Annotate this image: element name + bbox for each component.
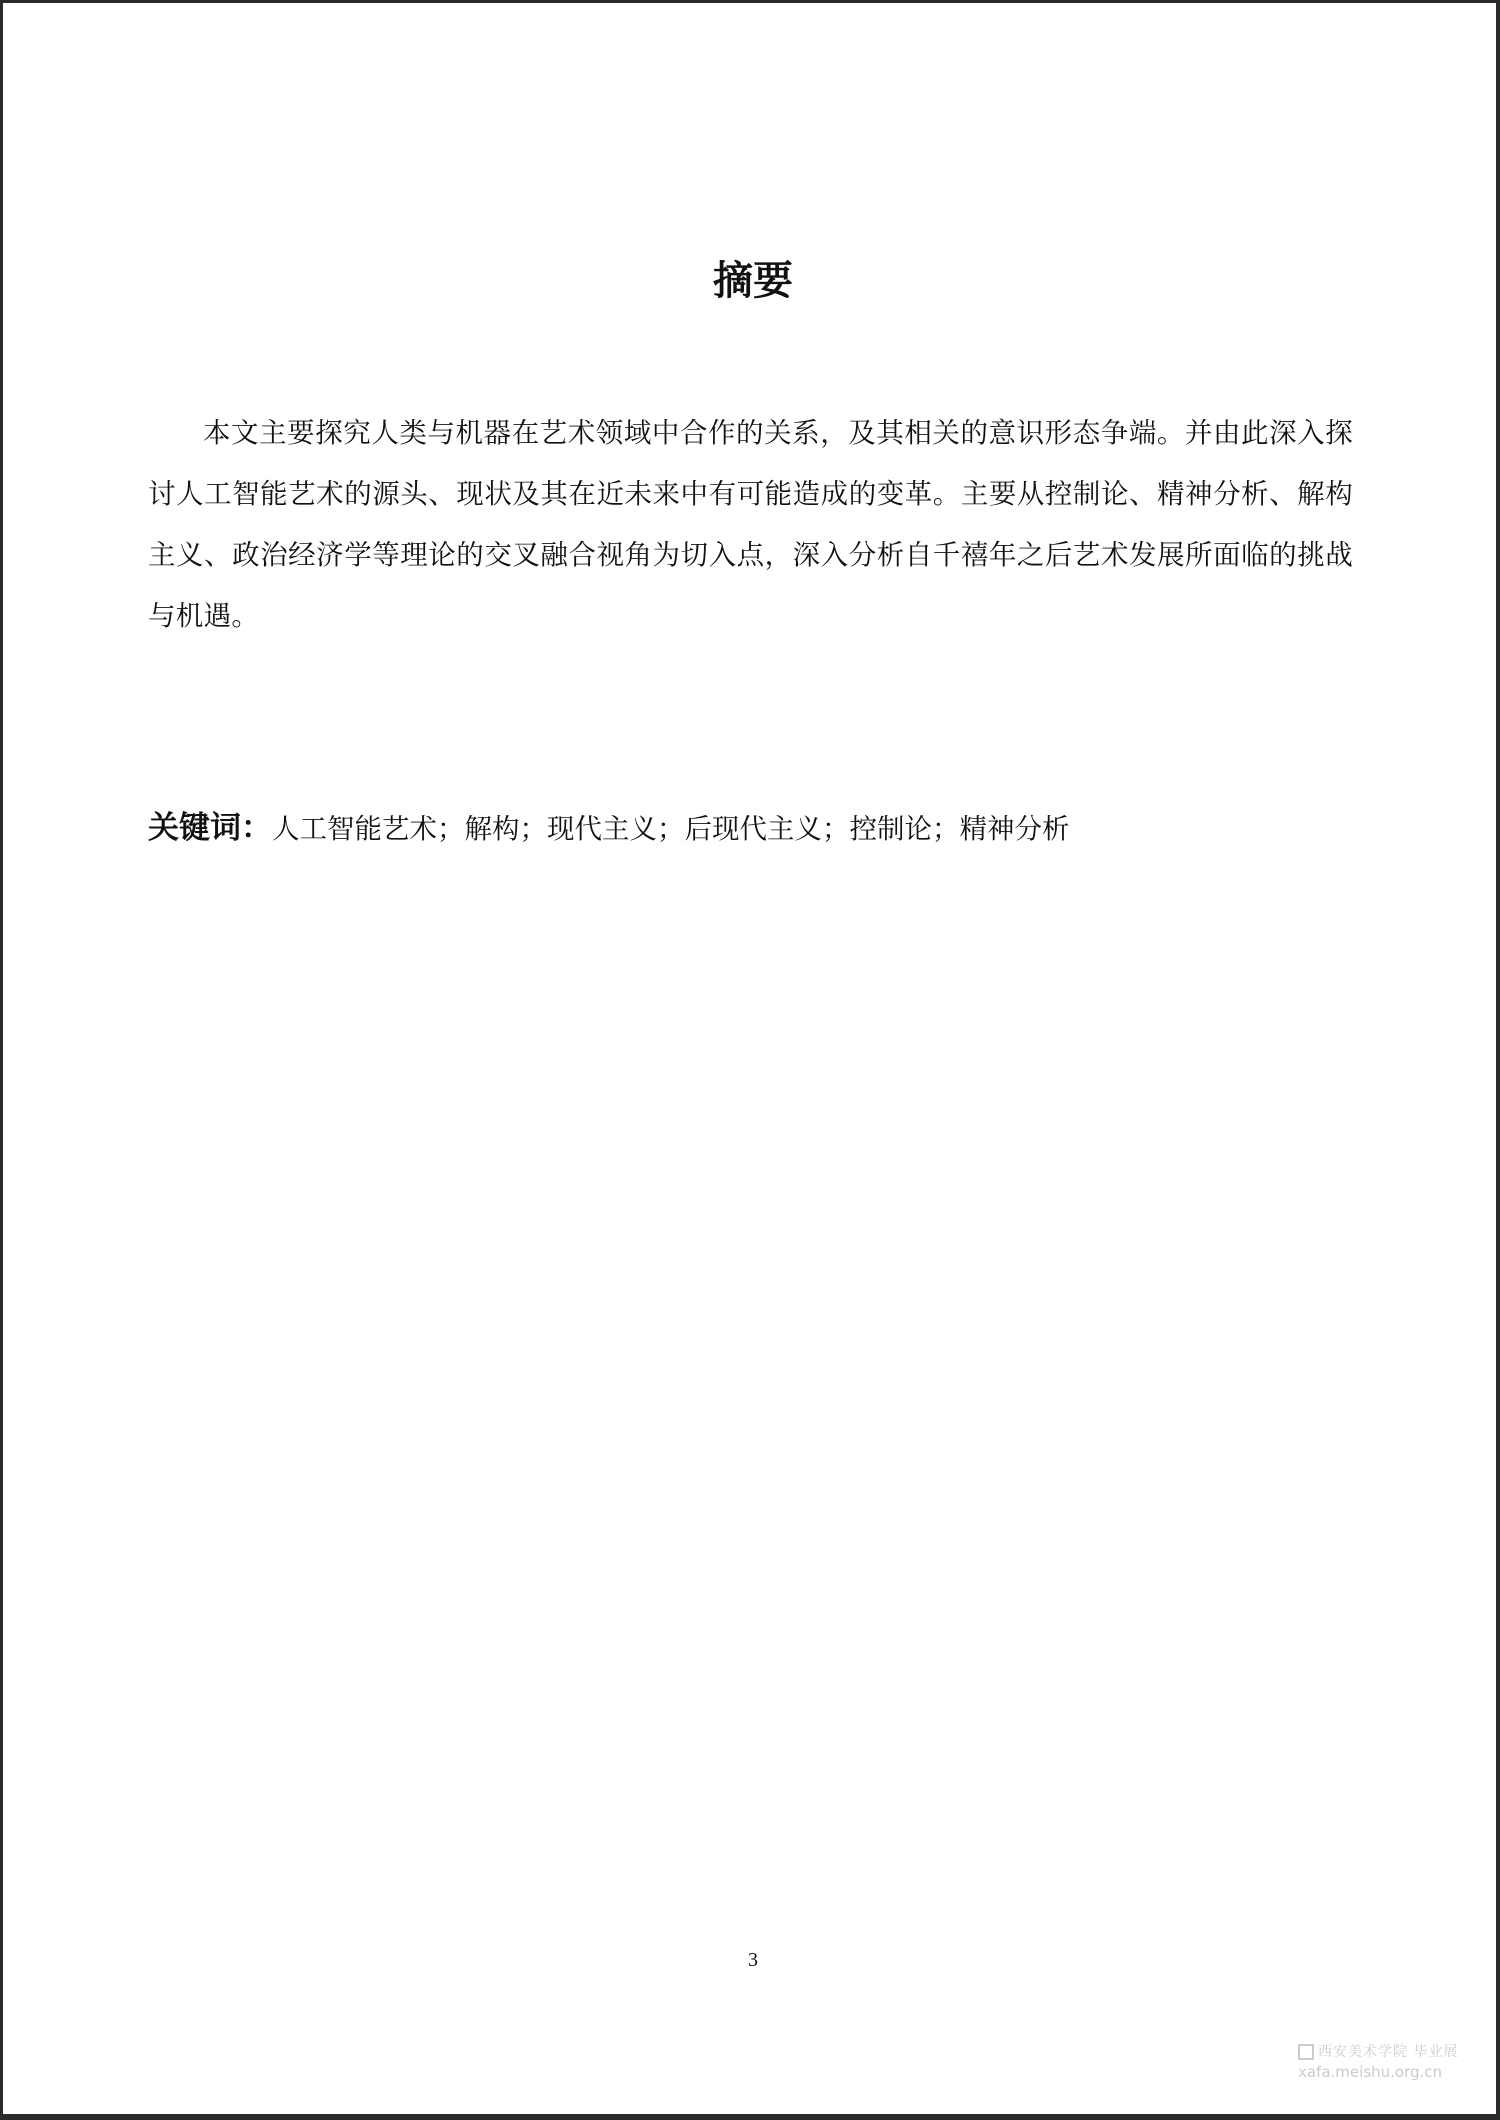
page-number: 3 — [748, 1949, 758, 1971]
keywords-values: 人工智能艺术；解构；现代主义；后现代主义；控制论；精神分析 — [272, 813, 1070, 845]
abstract-body: 本文主要探究人类与机器在艺术领域中合作的关系，及其相关的意识形态争端。并由此深入探讨人工智能艺术的源头、现状及其在近未来中有可能造成的变革。主要从控制论、精神分析、解构主义、政治经济学等理论的交叉融合视角为切入点，深入分析自千禧年之后艺术发展所面临的挑战与机遇。 — [148, 417, 1353, 632]
document-page — [3, 3, 1496, 2114]
keywords-label: 关键词： — [148, 810, 272, 846]
watermark — [1298, 2042, 1468, 2084]
keywords-line — [148, 798, 1353, 859]
watermark-seal-text: 西安美术学院 毕业展 — [1318, 2044, 1459, 2060]
watermark-url: xafa.meishu.org.cn — [1298, 2063, 1443, 2081]
abstract-title: 摘要 — [713, 258, 793, 304]
watermark-logo-icon — [1298, 2044, 1314, 2060]
